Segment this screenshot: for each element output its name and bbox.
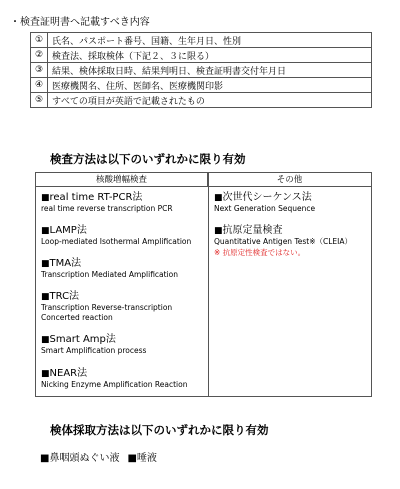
method-tma <box>41 258 178 280</box>
methods-title: 検査方法は以下のいずれかに限り有効 <box>50 152 246 166</box>
method-ngs <box>214 192 315 214</box>
bullet-square-icon: ■ <box>41 335 50 345</box>
method-subtitle: Next Generation Sequence <box>214 204 316 213</box>
item-text: 医療機関名、住所、医師名、医療機関印影 <box>48 78 372 93</box>
item-text: 検査法、採取検体（下記２、３に限る） <box>48 48 372 63</box>
table-row <box>31 48 372 63</box>
item-number: ⑤ <box>31 93 48 108</box>
method-subtitle: Quantitative Antigen Test※（CLEIA） <box>214 237 352 246</box>
nucleic-acid-header: 核酸増幅検査 <box>36 173 208 187</box>
method-name: Smart Amp法 <box>49 334 116 345</box>
method-name: NEAR法 <box>49 368 88 379</box>
contents-heading: ・検査証明書へ記載すべき内容 <box>10 17 150 28</box>
method-name: LAMP法 <box>49 225 87 236</box>
method-subtitle: Loop-mediated Isothermal Amplification <box>41 237 192 246</box>
column-divider <box>208 173 209 396</box>
bullet-square-icon: ■ <box>214 193 223 203</box>
item-number: ③ <box>31 63 48 78</box>
item-number: ① <box>31 33 48 48</box>
bullet-square-icon: ■ <box>41 369 50 379</box>
table-row <box>31 78 372 93</box>
bullet-square-icon: ■ <box>41 193 50 203</box>
methods-table <box>35 172 372 397</box>
specimen-title: 検体採取方法は以下のいずれかに限り有効 <box>50 423 269 437</box>
method-antigen-quant <box>214 225 352 259</box>
bullet-square-icon: ■ <box>41 292 50 302</box>
method-subtitle: real time reverse transcription PCR <box>41 204 173 213</box>
method-rt-pcr <box>41 192 173 214</box>
method-name: TRC法 <box>49 291 80 302</box>
method-name: real time RT-PCR法 <box>49 192 143 203</box>
method-subtitle: Concerted reaction <box>41 313 113 322</box>
method-name: 次世代シーケンス法 <box>222 192 312 203</box>
bullet-square-icon: ■ <box>41 226 50 236</box>
specimen-list <box>40 449 157 464</box>
table-row <box>31 93 372 108</box>
method-subtitle: Transcription Reverse-transcription <box>41 303 173 312</box>
bullet-square-icon: ■ <box>214 226 223 236</box>
method-smart-amp <box>41 334 146 356</box>
method-subtitle: Smart Amplification process <box>41 346 147 355</box>
item-number: ④ <box>31 78 48 93</box>
specimen-nasopharyngeal: ■鼻咽頭ぬぐい液 <box>40 453 120 464</box>
method-subtitle: Transcription Mediated Amplification <box>41 270 179 279</box>
item-text: 結果、検体採取日時、結果判明日、検査証明書交付年月日 <box>48 63 372 78</box>
other-header: その他 <box>208 173 371 187</box>
required-items-table <box>30 32 372 108</box>
method-lamp <box>41 225 191 247</box>
table-row <box>31 63 372 78</box>
antigen-note: ※ 抗原定性検査ではない。 <box>214 248 306 257</box>
item-text: すべての項目が英語で記載されたもの <box>48 93 372 108</box>
method-name: TMA法 <box>49 258 82 269</box>
specimen-saliva: ■唾液 <box>127 453 157 464</box>
method-trc <box>41 291 172 323</box>
bullet-square-icon: ■ <box>41 259 50 269</box>
method-name: 抗原定量検査 <box>222 225 283 236</box>
item-text: 氏名、パスポート番号、国籍、生年月日、性別 <box>48 33 372 48</box>
item-number: ② <box>31 48 48 63</box>
table-row <box>31 33 372 48</box>
method-subtitle: Nicking Enzyme Amplification Reaction <box>41 380 188 389</box>
method-near <box>41 368 187 390</box>
